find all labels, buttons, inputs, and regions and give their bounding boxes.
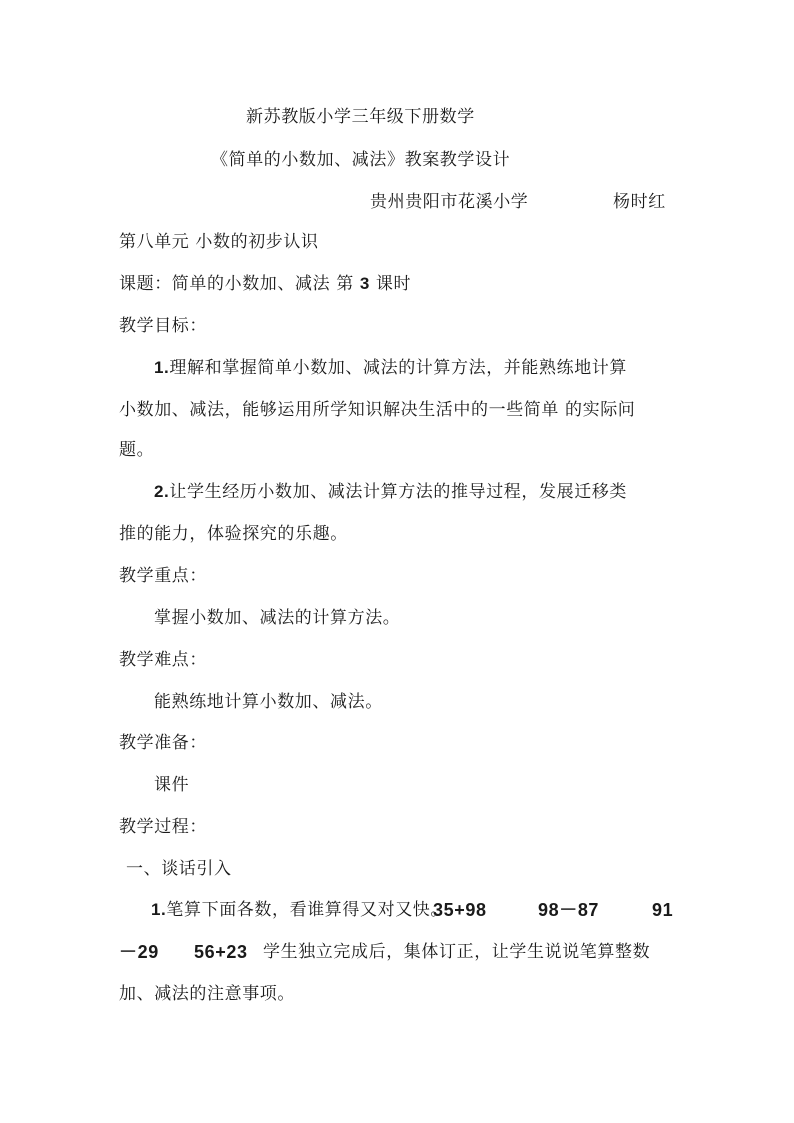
title-line-2: 《简单的小数加、减法》教案教学设计 xyxy=(211,150,511,170)
goal-1-line-1: 1.理解和掌握简单小数加、减法的计算方法，并能熟练地计算 xyxy=(154,358,627,378)
difficulties-heading: 教学难点： xyxy=(119,650,207,670)
goal-1-line-2: 小数加、减法，能够运用所学知识解决生活中的一些简单 的实际问 xyxy=(119,400,636,420)
goal-2-line-1: 2.让学生经历小数加、减法计算方法的推导过程，发展迁移类 xyxy=(154,482,627,502)
expression-1: 35+98 xyxy=(433,900,487,920)
expression-4: 56+23 xyxy=(194,942,248,962)
goal-2-line-2: 推的能力，体验探究的乐趣。 xyxy=(119,524,348,544)
goal-1-line-3: 题。 xyxy=(119,440,155,460)
preparation-text: 课件 xyxy=(154,775,190,795)
expression-3-part-a: 91 xyxy=(652,900,674,920)
expression-3-part-b: －29 xyxy=(119,942,159,962)
section-1-heading: 一、谈话引入 xyxy=(126,859,232,879)
difficulties-text: 能熟练地计算小数加、减法。 xyxy=(154,692,383,712)
key-points-heading: 教学重点： xyxy=(119,566,207,586)
goals-heading: 教学目标： xyxy=(119,316,207,336)
lesson-topic: 课题：简单的小数加、减法 第 3 课时 xyxy=(119,274,412,294)
unit-title: 第八单元 小数的初步认识 xyxy=(119,232,319,252)
school-name: 贵州贵阳市花溪小学 xyxy=(370,192,529,212)
preparation-heading: 教学准备： xyxy=(119,733,207,753)
item-1-line-2: 学生独立完成后，集体订正，让学生说说笔算整数 xyxy=(263,942,651,962)
item-1-line-1: 1.笔算下面各数，看谁算得又对又快。 xyxy=(151,900,448,920)
expression-2: 98－87 xyxy=(538,900,600,920)
author-name: 杨时红 xyxy=(613,192,666,212)
key-points-text: 掌握小数加、减法的计算方法。 xyxy=(154,608,401,628)
title-line-1: 新苏教版小学三年级下册数学 xyxy=(246,107,475,127)
process-heading: 教学过程： xyxy=(119,817,207,837)
item-1-line-3: 加、减法的注意事项。 xyxy=(119,984,295,1004)
